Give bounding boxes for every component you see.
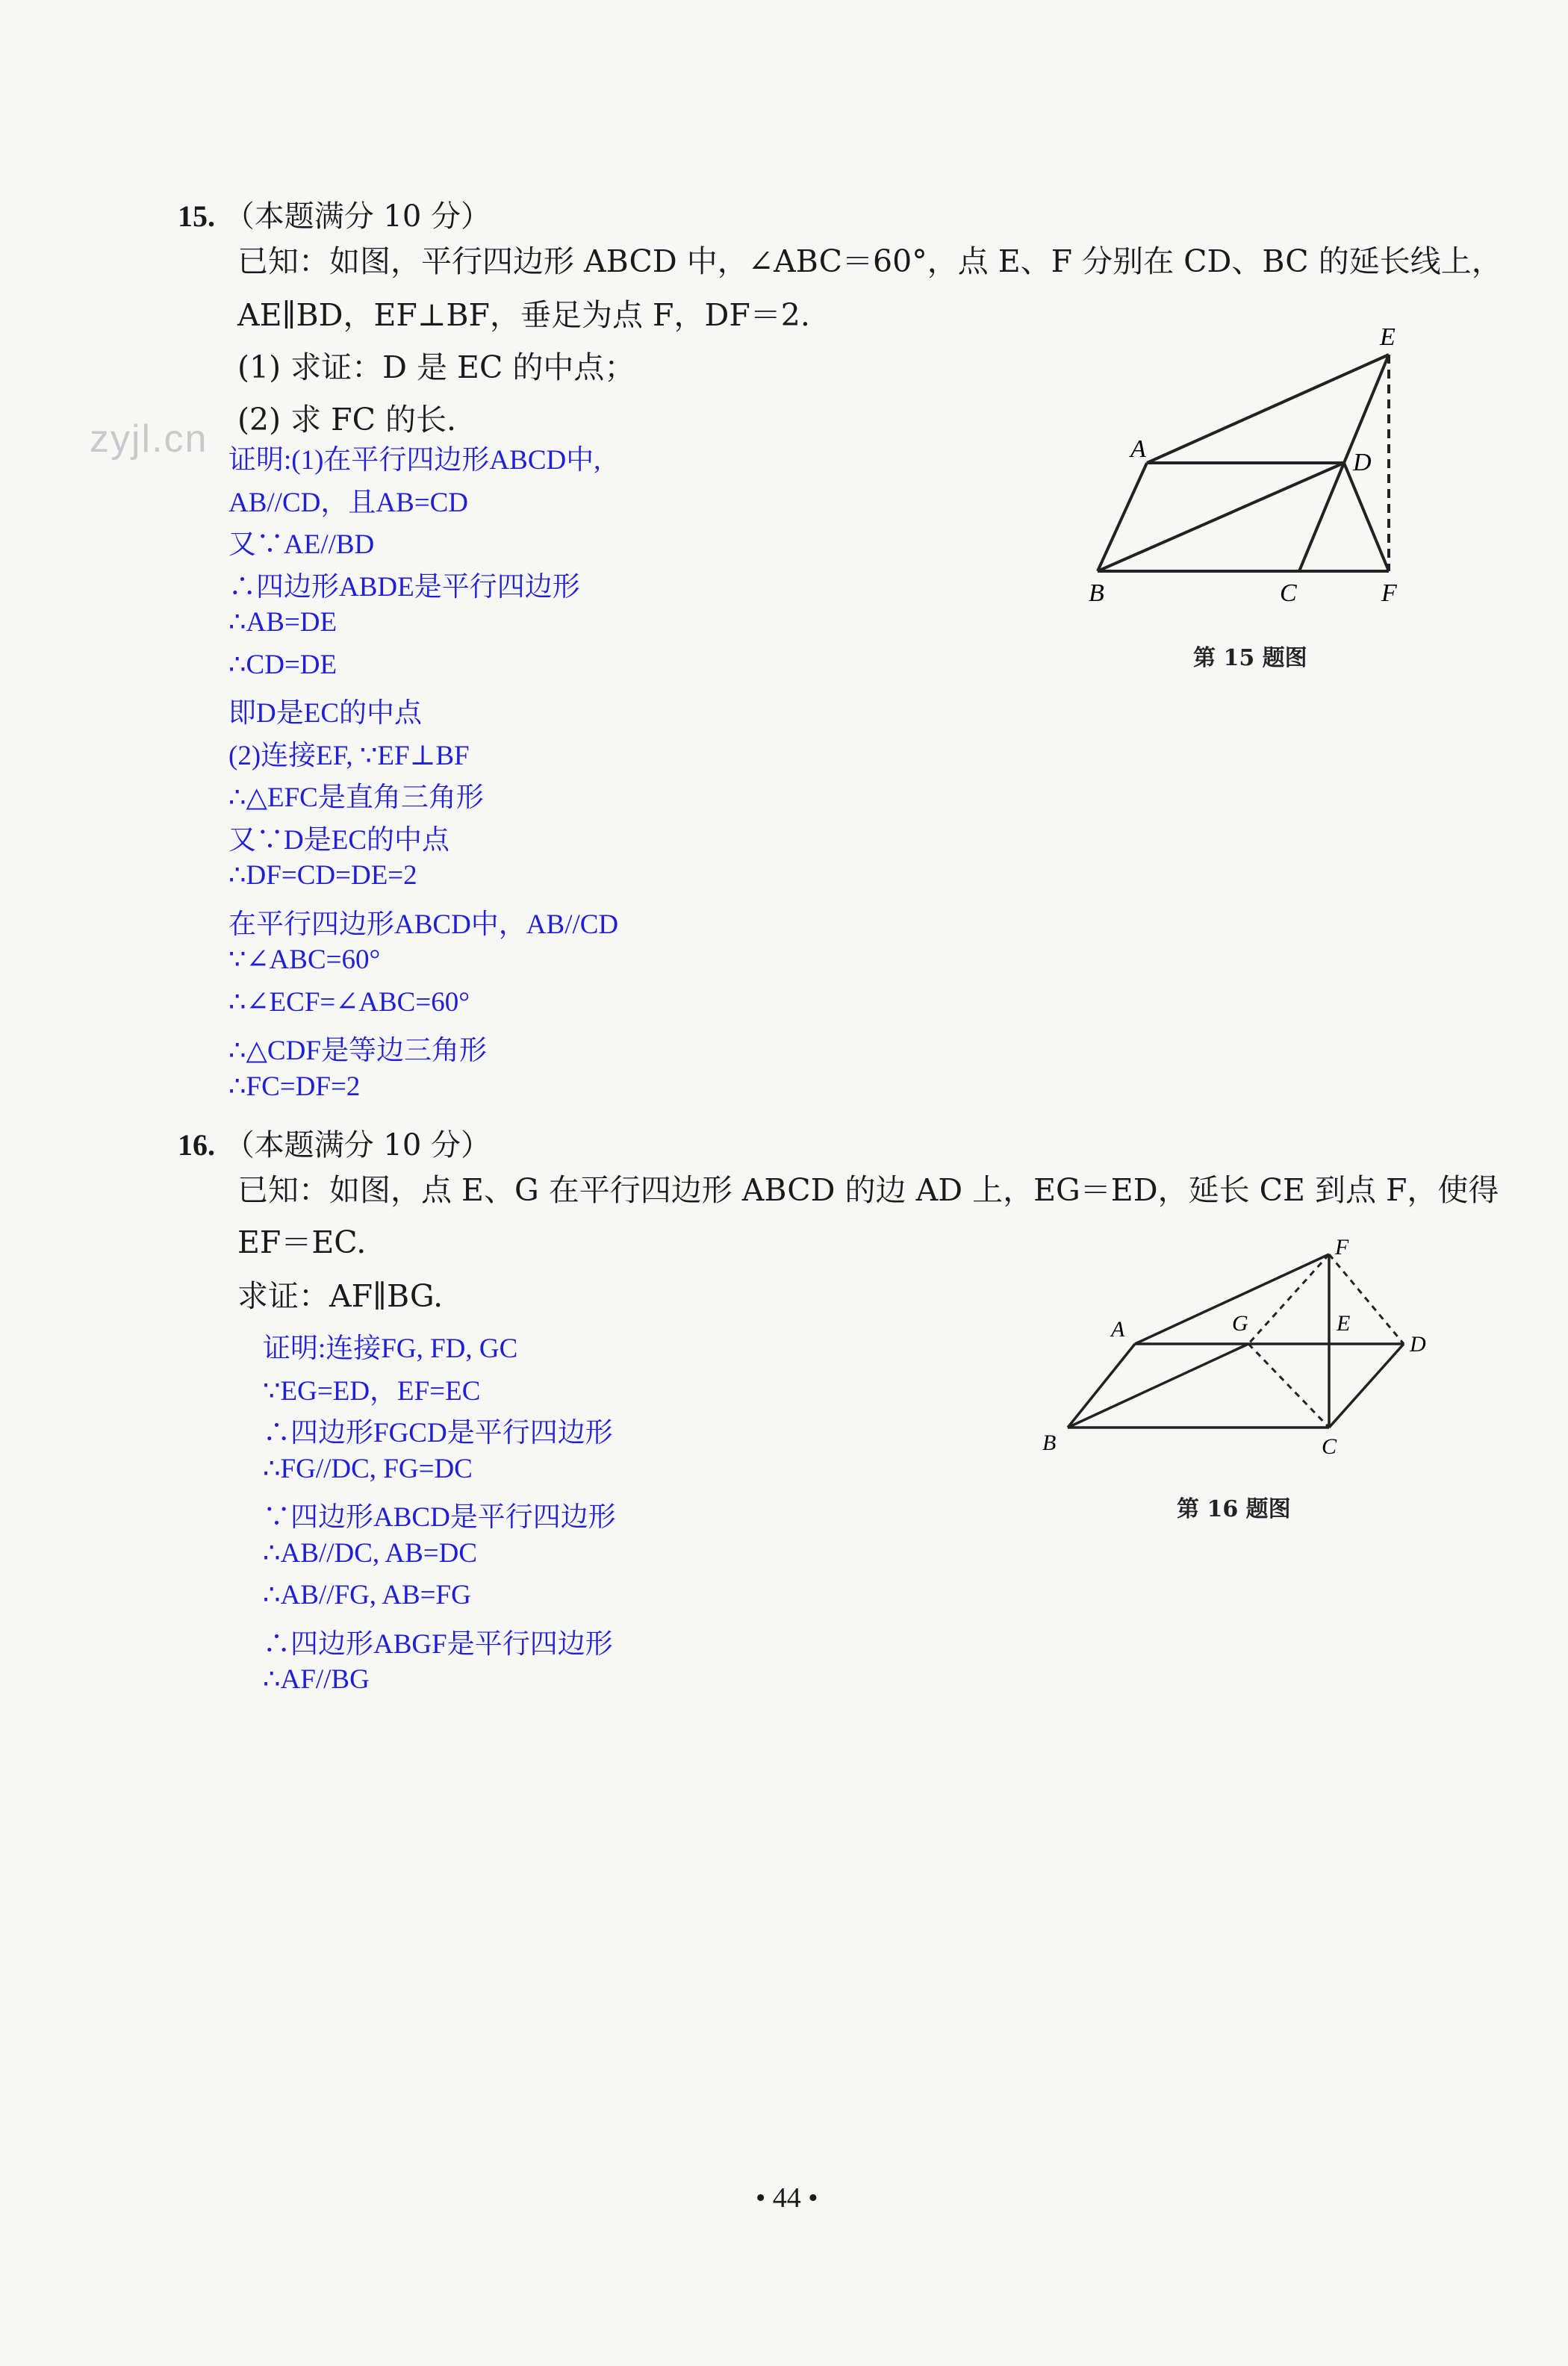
label-a: A bbox=[1130, 435, 1146, 463]
answer-line: ∴四边形FGCD是平行四边形 bbox=[263, 1418, 613, 1448]
q15-stem-line2: AE∥BD，EF⊥BF，垂足为点 F，DF＝2. bbox=[237, 297, 810, 333]
answer-line: 又∵D是EC的中点 bbox=[228, 824, 449, 856]
label-f: F bbox=[1381, 579, 1397, 607]
segment-ab bbox=[1068, 1344, 1135, 1428]
answer-line: ∴△CDF是等边三角形 bbox=[228, 1036, 487, 1066]
label-a: A bbox=[1111, 1317, 1125, 1342]
answer-line: AB//CD，且AB=CD bbox=[228, 487, 469, 518]
q16-number: 16. bbox=[178, 1128, 215, 1162]
segment-ae bbox=[1147, 355, 1389, 463]
answer-line: ∵∠ABC=60° bbox=[228, 944, 381, 975]
label-d: D bbox=[1353, 449, 1372, 476]
answer-line: (2)连接EF, ∵EF⊥BF bbox=[228, 740, 470, 771]
answer-line: 在平行四边形ABCD中，AB//CD bbox=[228, 909, 619, 940]
q15-part2: (2) 求 FC 的长. bbox=[237, 402, 457, 438]
q15-points: （本题满分 10 分） bbox=[224, 199, 491, 234]
segment-dc bbox=[1329, 1344, 1404, 1428]
q16-header bbox=[178, 1121, 491, 1164]
label-e: E bbox=[1380, 323, 1396, 351]
q16-points: （本题满分 10 分） bbox=[224, 1128, 491, 1162]
q15-figure bbox=[1075, 314, 1434, 612]
segment-bg bbox=[1068, 1344, 1248, 1428]
label-b: B bbox=[1042, 1431, 1057, 1455]
answer-line: ∵EG=ED，EF=EC bbox=[263, 1375, 481, 1407]
answer-line: ∴AB=DE bbox=[228, 607, 337, 638]
answer-line: ∴△EFC是直角三角形 bbox=[228, 782, 484, 813]
answer-line: ∴AB//DC, AB=DC bbox=[263, 1537, 478, 1569]
answer-line: 证明:连接FG, FD, GC bbox=[263, 1333, 518, 1364]
q15-figure-caption: 第 15 题图 bbox=[1193, 645, 1307, 671]
answer-line: ∴∠ECF=∠ABC=60° bbox=[228, 986, 470, 1018]
q16-figure-caption: 第 16 题图 bbox=[1177, 1496, 1291, 1522]
answer-line: 又∵AE//BD bbox=[228, 529, 375, 560]
answer-line: ∴四边形ABGF是平行四边形 bbox=[263, 1628, 613, 1660]
q16-figure bbox=[1030, 1232, 1449, 1471]
q15-number: 15. bbox=[178, 199, 215, 233]
q15-stem-line1: 已知：如图，平行四边形 ABCD 中，∠ABC＝60°，点 E、F 分别在 CD、BC 的延长线上， bbox=[237, 243, 1502, 279]
label-c: C bbox=[1322, 1434, 1337, 1459]
segment-gc-dashed bbox=[1248, 1344, 1329, 1428]
answer-line: ∴四边形ABDE是平行四边形 bbox=[228, 571, 580, 603]
q15-part1: (1) 求证：D 是 EC 的中点； bbox=[237, 349, 635, 385]
answer-line: ∴AF//BG bbox=[263, 1664, 370, 1695]
answer-line: 即D是EC的中点 bbox=[228, 698, 422, 729]
answer-line: ∴FC=DF=2 bbox=[228, 1071, 361, 1102]
answer-line: ∴AB//FG, AB=FG bbox=[263, 1580, 471, 1610]
label-g: G bbox=[1232, 1311, 1248, 1336]
label-d: D bbox=[1410, 1332, 1426, 1357]
answer-line: 证明:(1)在平行四边形ABCD中, bbox=[228, 445, 601, 476]
q16-stem-line1: 已知：如图，点 E、G 在平行四边形 ABCD 的边 AD 上，EG＝ED，延长 CE 到点 F，使得 bbox=[237, 1172, 1499, 1208]
segment-fg-dashed bbox=[1248, 1254, 1329, 1344]
answer-line: ∴FG//DC, FG=DC bbox=[263, 1453, 473, 1484]
answer-line: ∴CD=DE bbox=[228, 649, 337, 680]
segment-ab bbox=[1098, 463, 1147, 571]
label-c: C bbox=[1280, 579, 1297, 607]
q16-stem-line2: EF＝EC. bbox=[237, 1224, 367, 1260]
page-number: • 44 • bbox=[756, 2182, 818, 2214]
label-f: F bbox=[1335, 1235, 1349, 1260]
q15-header bbox=[178, 193, 491, 235]
label-e: E bbox=[1337, 1311, 1351, 1336]
q16-prove: 求证：AF∥BG. bbox=[237, 1278, 444, 1314]
watermark: zyjl.cn bbox=[90, 417, 208, 461]
segment-df bbox=[1344, 463, 1389, 571]
answer-line: ∵四边形ABCD是平行四边形 bbox=[263, 1502, 616, 1533]
label-b: B bbox=[1089, 579, 1104, 607]
answer-line: ∴DF=CD=DE=2 bbox=[228, 860, 417, 891]
